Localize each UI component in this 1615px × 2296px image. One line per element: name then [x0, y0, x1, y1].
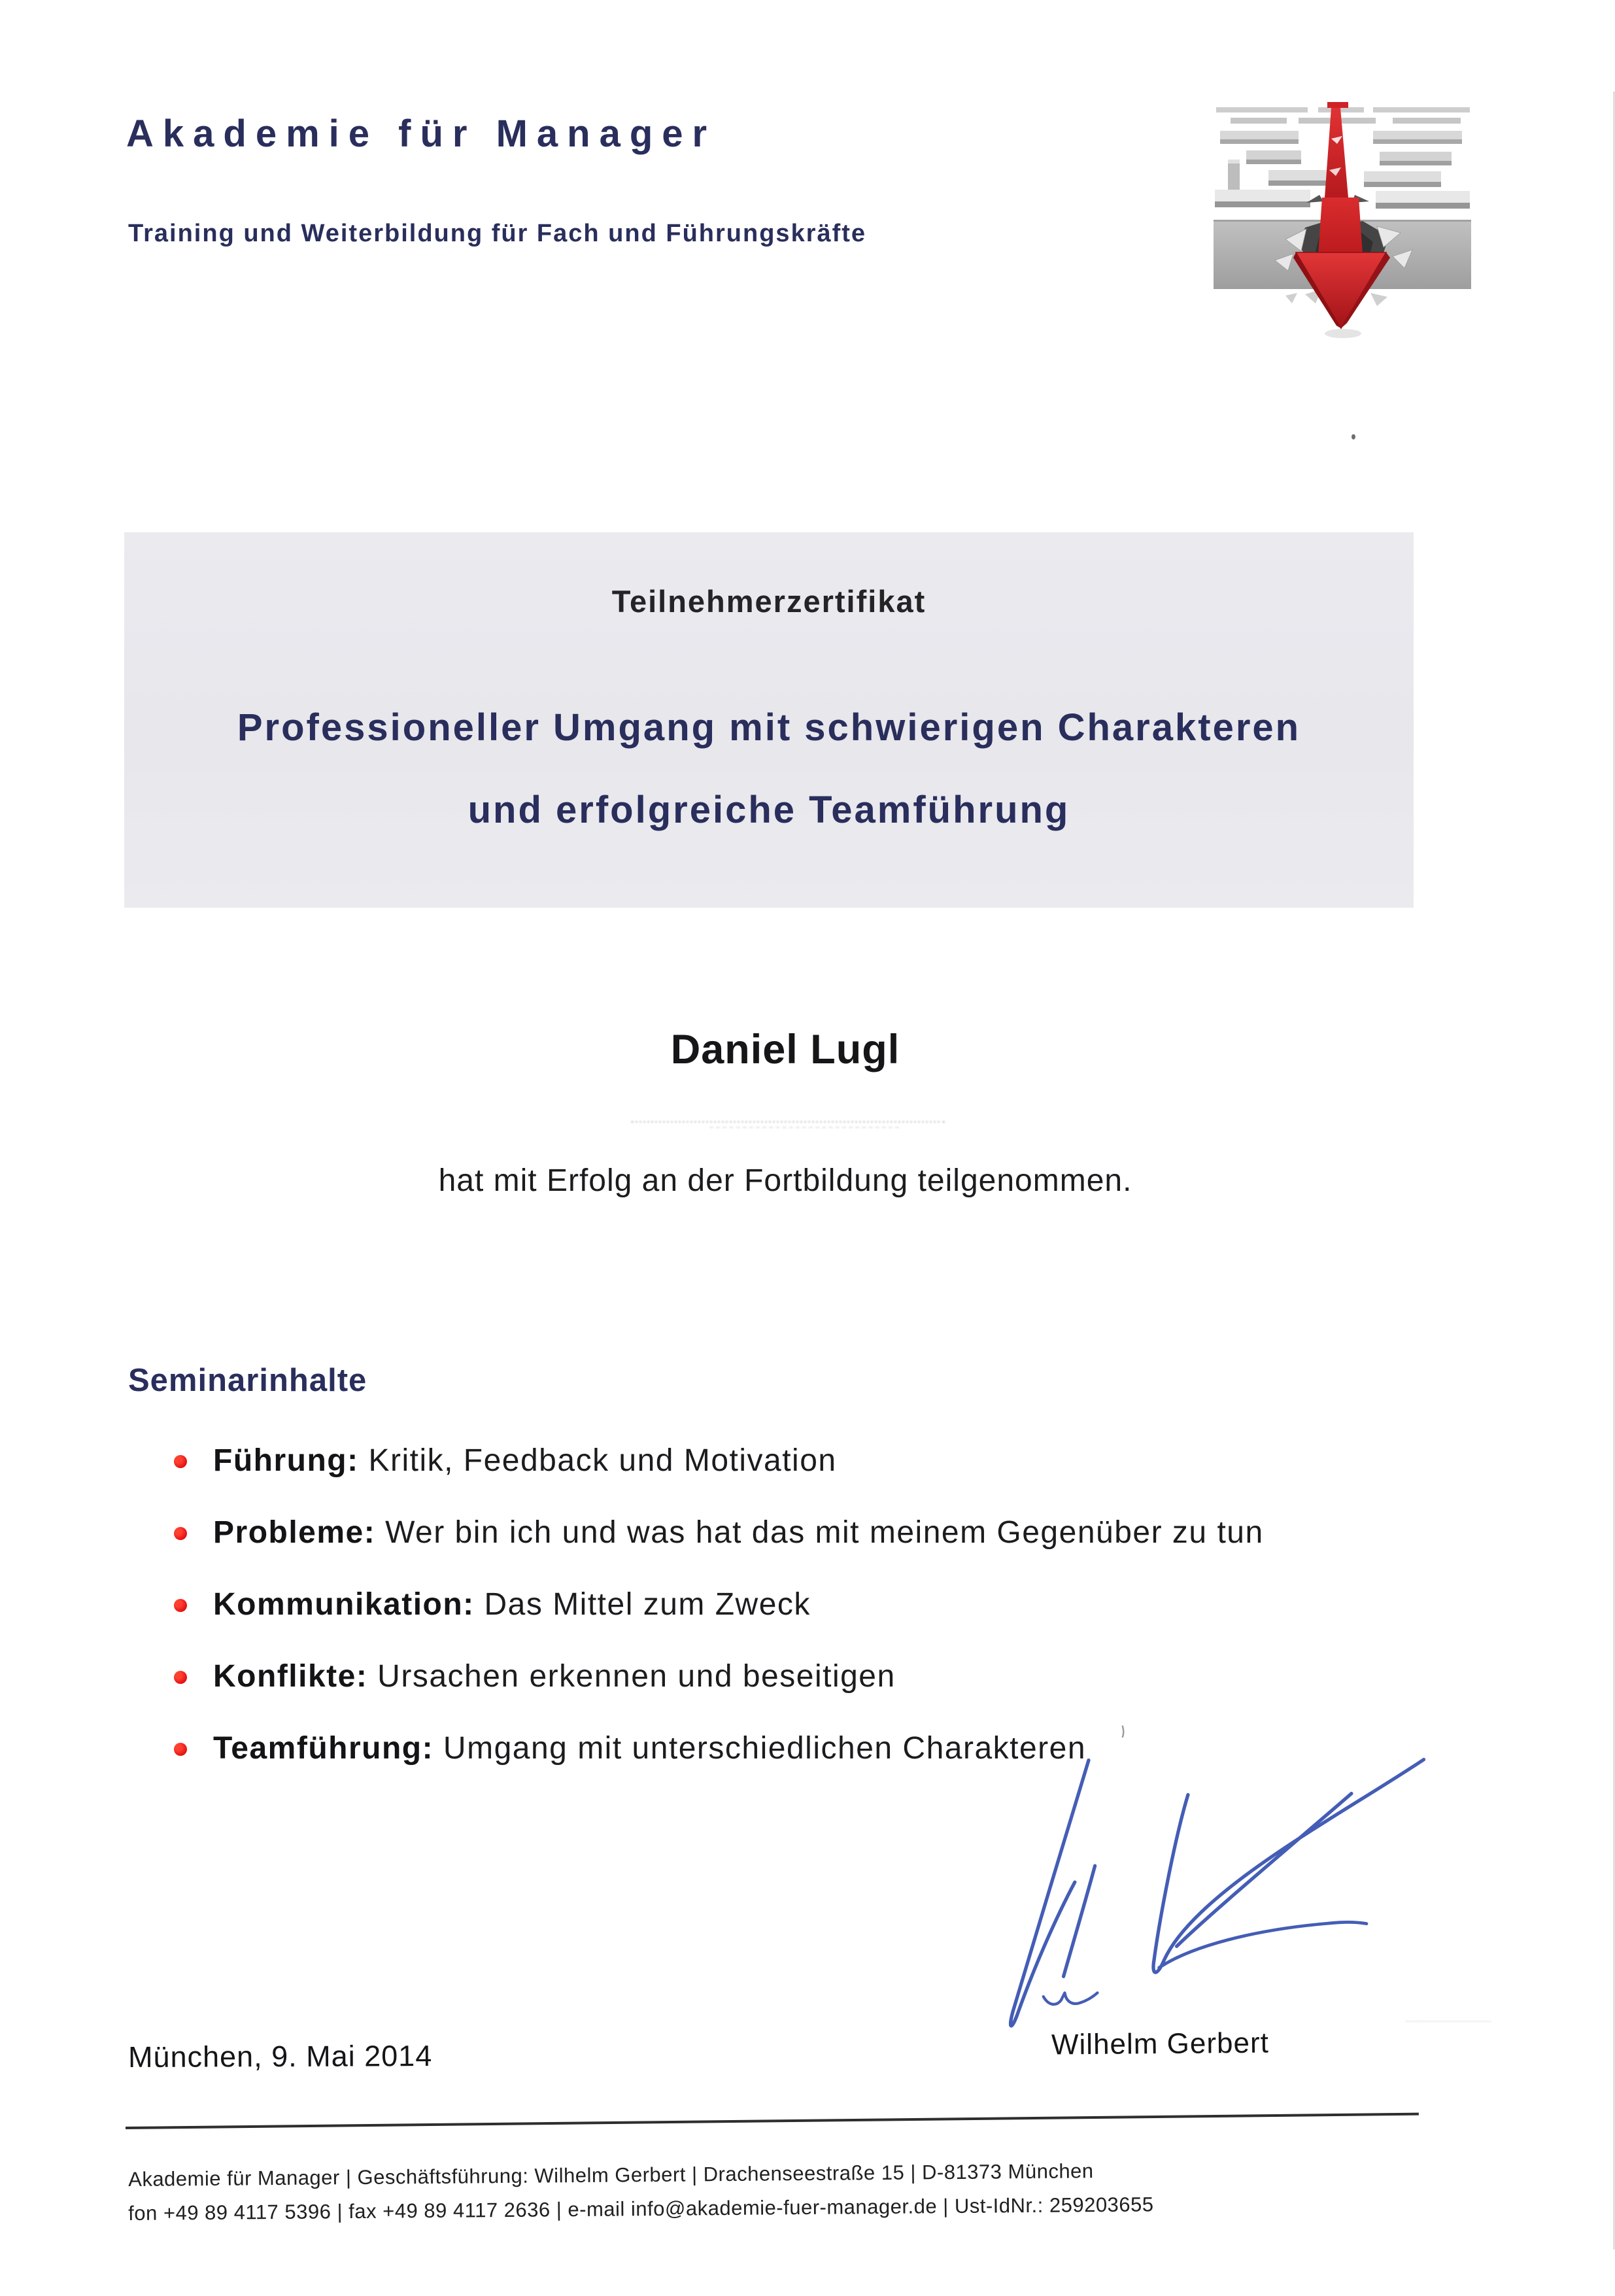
seminar-topic: Konflikte — [213, 1659, 356, 1694]
org-name: Akademie für Manager — [126, 112, 717, 155]
seminar-item-text — [213, 1658, 896, 1695]
seminar-separator: : — [356, 1659, 378, 1694]
seminar-item — [174, 1586, 1455, 1623]
logo-red-path — [1306, 102, 1369, 203]
certificate-title-box — [124, 532, 1414, 908]
seminar-item — [174, 1443, 1455, 1479]
seminar-separator: : — [463, 1587, 484, 1622]
seminar-item-text — [213, 1515, 1264, 1551]
seminar-description: Umgang mit unterschiedlichen Charakteren — [443, 1731, 1087, 1766]
scan-speck-artifact — [1352, 434, 1355, 439]
seminar-description: Das Mittel zum Zweck — [484, 1587, 811, 1622]
seminar-topic: Teamführung — [213, 1731, 422, 1766]
seminar-heading: Seminarinhalte — [128, 1363, 367, 1398]
bullet-icon — [174, 1455, 187, 1468]
scan-noise-artifact — [1406, 2021, 1491, 2039]
course-title-line1: Professioneller Umgang mit schwierigen Charakteren — [237, 706, 1301, 749]
seminar-separator: : — [347, 1443, 369, 1478]
maze-breakthrough-logo-icon — [1208, 99, 1478, 343]
erased-text-smudge — [631, 1116, 958, 1133]
bullet-icon — [174, 1743, 187, 1756]
seminar-description: Kritik, Feedback und Motivation — [368, 1443, 837, 1478]
smudge-line — [709, 1127, 899, 1128]
seminar-item-text — [213, 1730, 1086, 1767]
seminar-separator: : — [422, 1731, 443, 1766]
seminar-topic: Probleme — [213, 1515, 364, 1550]
seminar-item — [174, 1515, 1455, 1551]
seminar-description: Ursachen erkennen und beseitigen — [377, 1659, 896, 1694]
smudge-line — [631, 1121, 945, 1123]
doc-type-title: Teilnehmerzertifikat — [611, 584, 926, 619]
seminar-list — [174, 1443, 1455, 1767]
seminar-separator: : — [364, 1515, 386, 1550]
logo-red-arrow — [1293, 197, 1390, 338]
certificate-statement: hat mit Erfolg an der Fortbildung teilgenommen. — [438, 1163, 1132, 1198]
participant-name: Daniel Lugl — [670, 1027, 900, 1072]
bullet-icon — [174, 1527, 187, 1540]
footer-divider-line — [126, 2113, 1419, 2129]
bullet-icon — [174, 1599, 187, 1612]
signature-strokes — [1011, 1760, 1424, 2026]
seminar-item-text — [213, 1443, 837, 1479]
place-and-date: München, 9. Mai 2014 — [128, 2038, 433, 2074]
bullet-icon — [174, 1671, 187, 1684]
seminar-item-text — [213, 1586, 811, 1623]
seminar-topic: Führung — [213, 1443, 348, 1478]
seminar-item — [174, 1658, 1455, 1695]
signer-name: Wilhelm Gerbert — [1051, 2027, 1270, 2061]
org-tagline: Training und Weiterbildung für Fach und Führungskräfte — [128, 220, 867, 247]
handwritten-signature-icon — [978, 1721, 1527, 2048]
seminar-topic: Kommunikation — [213, 1587, 464, 1622]
seminar-description: Wer bin ich und was hat das mit meinem Gegenüber zu tun — [385, 1515, 1264, 1550]
course-title-line2: und erfolgreiche Teamführung — [468, 789, 1070, 831]
footer-line2: fon +49 89 4117 5396 | fax +49 89 4117 2636 | e-mail info@akademie-fuer-manager.de | Ust-IdNr.: 259203655 — [128, 2193, 1154, 2225]
footer-line1: Akademie für Manager | Geschäftsführung: Wilhelm Gerbert | Drachenseestraße 15 | D-81373 München — [128, 2159, 1094, 2191]
